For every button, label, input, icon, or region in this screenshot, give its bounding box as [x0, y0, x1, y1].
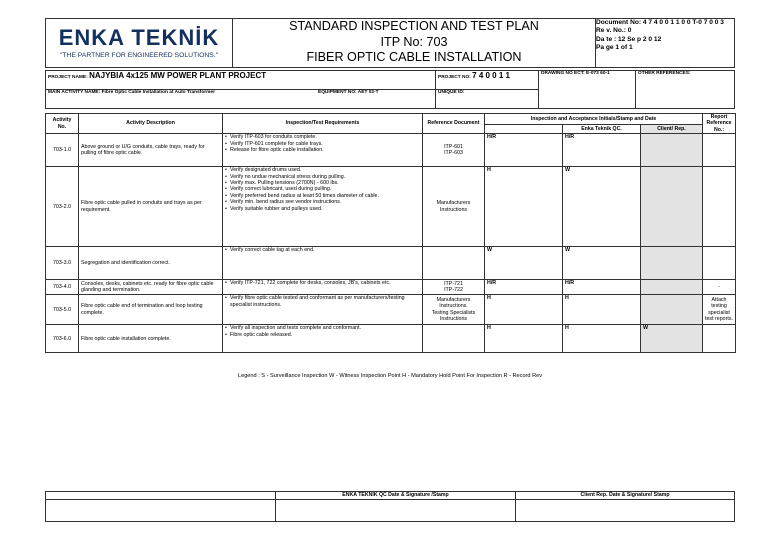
requirement-item: • Verify correct cable tag at each end.	[225, 247, 420, 253]
activity-description: Fibre optic cable end of termination and loop testing complete.	[79, 295, 223, 325]
header-client-rep: Client/ Rep.	[641, 125, 703, 134]
requirements-list	[225, 325, 420, 338]
requirement-item: • Verify no undue mechanical stress during pulling.	[225, 174, 420, 180]
unique-id: UNIQUE ID:	[436, 90, 539, 109]
requirements	[223, 325, 423, 353]
header-enka-qc: Enka Teknik QC.	[563, 125, 641, 134]
project-no-label: PROJECT NO:	[438, 75, 471, 80]
revision-number: Re v. No.: 0	[596, 27, 632, 35]
header-requirements: Inspection/Test Requirements	[223, 114, 423, 134]
table-row	[46, 167, 736, 247]
inspection-point-enka-qc: H/R	[563, 134, 641, 167]
table-row	[46, 134, 736, 167]
requirements-list	[225, 295, 420, 308]
report-reference	[703, 167, 736, 247]
activity-description: Fibre optic cable installation complete.	[79, 325, 223, 353]
reference-document	[423, 167, 485, 247]
activity-description: Consoles, desks, cabinets etc. ready for fibre optic cable glanding and termination.	[79, 280, 223, 295]
client-signature-label: Client Rep. Date & Signature/ Stamp	[516, 492, 735, 500]
requirement-item: • Verify correct lubricant, used during pulling.	[225, 186, 420, 192]
requirements	[223, 280, 423, 295]
project-name-label: PROJECT NAME:	[48, 75, 88, 80]
requirements	[223, 167, 423, 247]
requirements	[223, 134, 423, 167]
header-report-reference: Report Reference No.:	[703, 114, 736, 134]
inspection-point-a: H	[485, 325, 563, 353]
requirement-item: • Verify fibre optic cable tested and conformant as per manufacturers/testing specialist instructions.	[225, 295, 420, 308]
requirement-item: • Verify preferred bend radius at least 50 times diameter of cable.	[225, 193, 420, 199]
activity-code: 703-2.0	[46, 167, 79, 247]
header-acceptance: Inspection and Acceptance Initials/Stamp and Date	[485, 114, 703, 125]
activity-description: Fibre optic cable pulled in conduits and trays as per requirement.	[79, 167, 223, 247]
sig-blank-field	[46, 500, 276, 522]
reference-line: Instructions	[439, 206, 468, 213]
logo-tagline: "THE PARTNER FOR ENGINEERED SOLUTIONS."	[59, 52, 219, 59]
inspection-point-client	[641, 134, 703, 167]
logo-name: ENKA TEKNİK	[58, 25, 220, 50]
inspection-point-client: W	[641, 325, 703, 353]
inspection-point-a: H/R	[485, 134, 563, 167]
report-reference	[703, 134, 736, 167]
page-number: Pa ge 1 of 1	[596, 44, 633, 52]
itp-table	[45, 113, 736, 353]
reference-line: ITP-721	[444, 280, 463, 287]
header-reference-document: Reference Document	[423, 114, 485, 134]
equipment-no: EQUIPMENT NO: AET 02-T	[318, 90, 379, 95]
inspection-point-client	[641, 280, 703, 295]
project-no: 7 4 0 0 1 1	[472, 71, 510, 80]
activity-code: 703-4.0	[46, 280, 79, 295]
report-reference: Attach testing specialist test reports.	[703, 295, 736, 325]
requirement-item: • Verify suitable rubber and pulleys used.	[225, 206, 420, 212]
table-row	[46, 247, 736, 280]
inspection-point-enka-qc: H	[563, 295, 641, 325]
inspection-point-client	[641, 295, 703, 325]
requirement-item: • Verify ITP-721, 722 complete for desks, consoles, JB's, cabinets etc.	[225, 280, 420, 286]
document-date: Da te : 12 Se p 2 0 12	[596, 35, 662, 43]
reference-line: Manufacturers	[436, 296, 471, 303]
report-reference: -	[703, 280, 736, 295]
inspection-point-enka-qc: W	[563, 167, 641, 247]
signature-table	[45, 491, 735, 522]
table-row	[46, 295, 736, 325]
itp-rows	[46, 134, 736, 353]
project-name: NAJYBIA 4x125 MW POWER PLANT PROJECT	[89, 71, 267, 80]
requirements-list	[225, 167, 420, 212]
reference-line: ITP-603	[444, 150, 463, 157]
title-line-2: ITP No: 703	[380, 34, 448, 49]
client-signature-field	[516, 500, 735, 522]
company-logo	[46, 19, 233, 68]
report-reference	[703, 325, 736, 353]
requirements-list	[225, 134, 420, 153]
activity-code: 703-5.0	[46, 295, 79, 325]
title-line-1: STANDARD INSPECTION AND TEST PLAN	[289, 19, 539, 33]
document-header	[45, 18, 735, 68]
requirement-item: • Verify designated drums used.	[225, 167, 420, 173]
header-activity-no: Activity No.	[46, 114, 79, 134]
reference-line: ITP-722	[444, 287, 463, 294]
main-activity-name: MAIN ACTIVITY NAME: Fibre Optic Cable Installation at Auto Transformer	[48, 90, 215, 95]
requirement-item: • Release for fibre optic cable installation.	[225, 147, 420, 153]
other-references: OTHER REFERENCES:	[636, 71, 735, 109]
report-reference	[703, 247, 736, 280]
reference-line: Instructions	[439, 316, 468, 323]
inspection-point-a: H	[485, 167, 563, 247]
document-title	[233, 19, 596, 68]
activity-description: Above ground or U/G conduits, cable trays, ready for pulling of fibre optic cable.	[79, 134, 223, 167]
inspection-point-client	[641, 167, 703, 247]
requirement-item: • Verify ITP-603 for conduits complete.	[225, 134, 420, 140]
sig-blank-header	[46, 492, 276, 500]
header-col-a	[485, 125, 563, 134]
requirement-item: • Verify min. bend radius see vendor instructions.	[225, 199, 420, 205]
table-row	[46, 280, 736, 295]
main-activity-cell	[46, 90, 436, 109]
document-info	[596, 19, 735, 68]
activity-code: 703-3.0	[46, 247, 79, 280]
inspection-point-enka-qc: W	[563, 247, 641, 280]
requirement-item: • Verify all inspection and tests complete and conformant.	[225, 325, 420, 331]
inspection-point-enka-qc: H/R	[563, 280, 641, 295]
requirement-item: • Verify max. Pulling tensions (2700N) - 600 lbs.	[225, 180, 420, 186]
requirements-list	[225, 247, 420, 253]
reference-line: Manufacturers	[436, 200, 471, 207]
activity-code: 703-6.0	[46, 325, 79, 353]
table-row	[46, 325, 736, 353]
requirements	[223, 295, 423, 325]
drawing-no: DRAWING NO ECT: E-073 60-1	[539, 71, 636, 109]
document-number: Document No: 4 7 4 0 0 1 1 0 0 T-0 7 0 0 3	[596, 19, 724, 26]
reference-document	[423, 325, 485, 353]
reference-document	[423, 247, 485, 280]
enka-qc-signature-label: ENKA TEKNIK QC Date & Signature /Stamp	[276, 492, 516, 500]
reference-document	[423, 295, 485, 325]
project-no-cell	[436, 71, 539, 90]
activity-code: 703-1.0	[46, 134, 79, 167]
project-info-table	[45, 70, 735, 109]
inspection-point-a: H/R	[485, 280, 563, 295]
requirement-item: • Fibre optic cable released.	[225, 332, 420, 338]
requirements	[223, 247, 423, 280]
legend: Legend : S - Surveillance Inspection W - Witness Inspection Point H - Mandatory Hold Point For Inspection R - Record Rev	[237, 373, 543, 379]
reference-line: Testing Specialists	[431, 309, 476, 316]
reference-line: ITP-601	[444, 143, 463, 150]
reference-line: Instructions.	[439, 303, 468, 310]
project-name-cell	[46, 71, 436, 90]
inspection-point-a: W	[485, 247, 563, 280]
activity-description: Segregation and identification correct.	[79, 247, 223, 280]
reference-document	[423, 280, 485, 295]
header-activity-description: Activity Description	[79, 114, 223, 134]
requirement-item: • Verify ITP-601 complete for cable trays.	[225, 141, 420, 147]
reference-document	[423, 134, 485, 167]
requirements-list	[225, 280, 420, 286]
inspection-point-client	[641, 247, 703, 280]
inspection-point-enka-qc: H	[563, 325, 641, 353]
enka-qc-signature-field	[276, 500, 516, 522]
inspection-point-a: H	[485, 295, 563, 325]
title-line-3: FIBER OPTIC CABLE INSTALLATION	[306, 50, 522, 64]
